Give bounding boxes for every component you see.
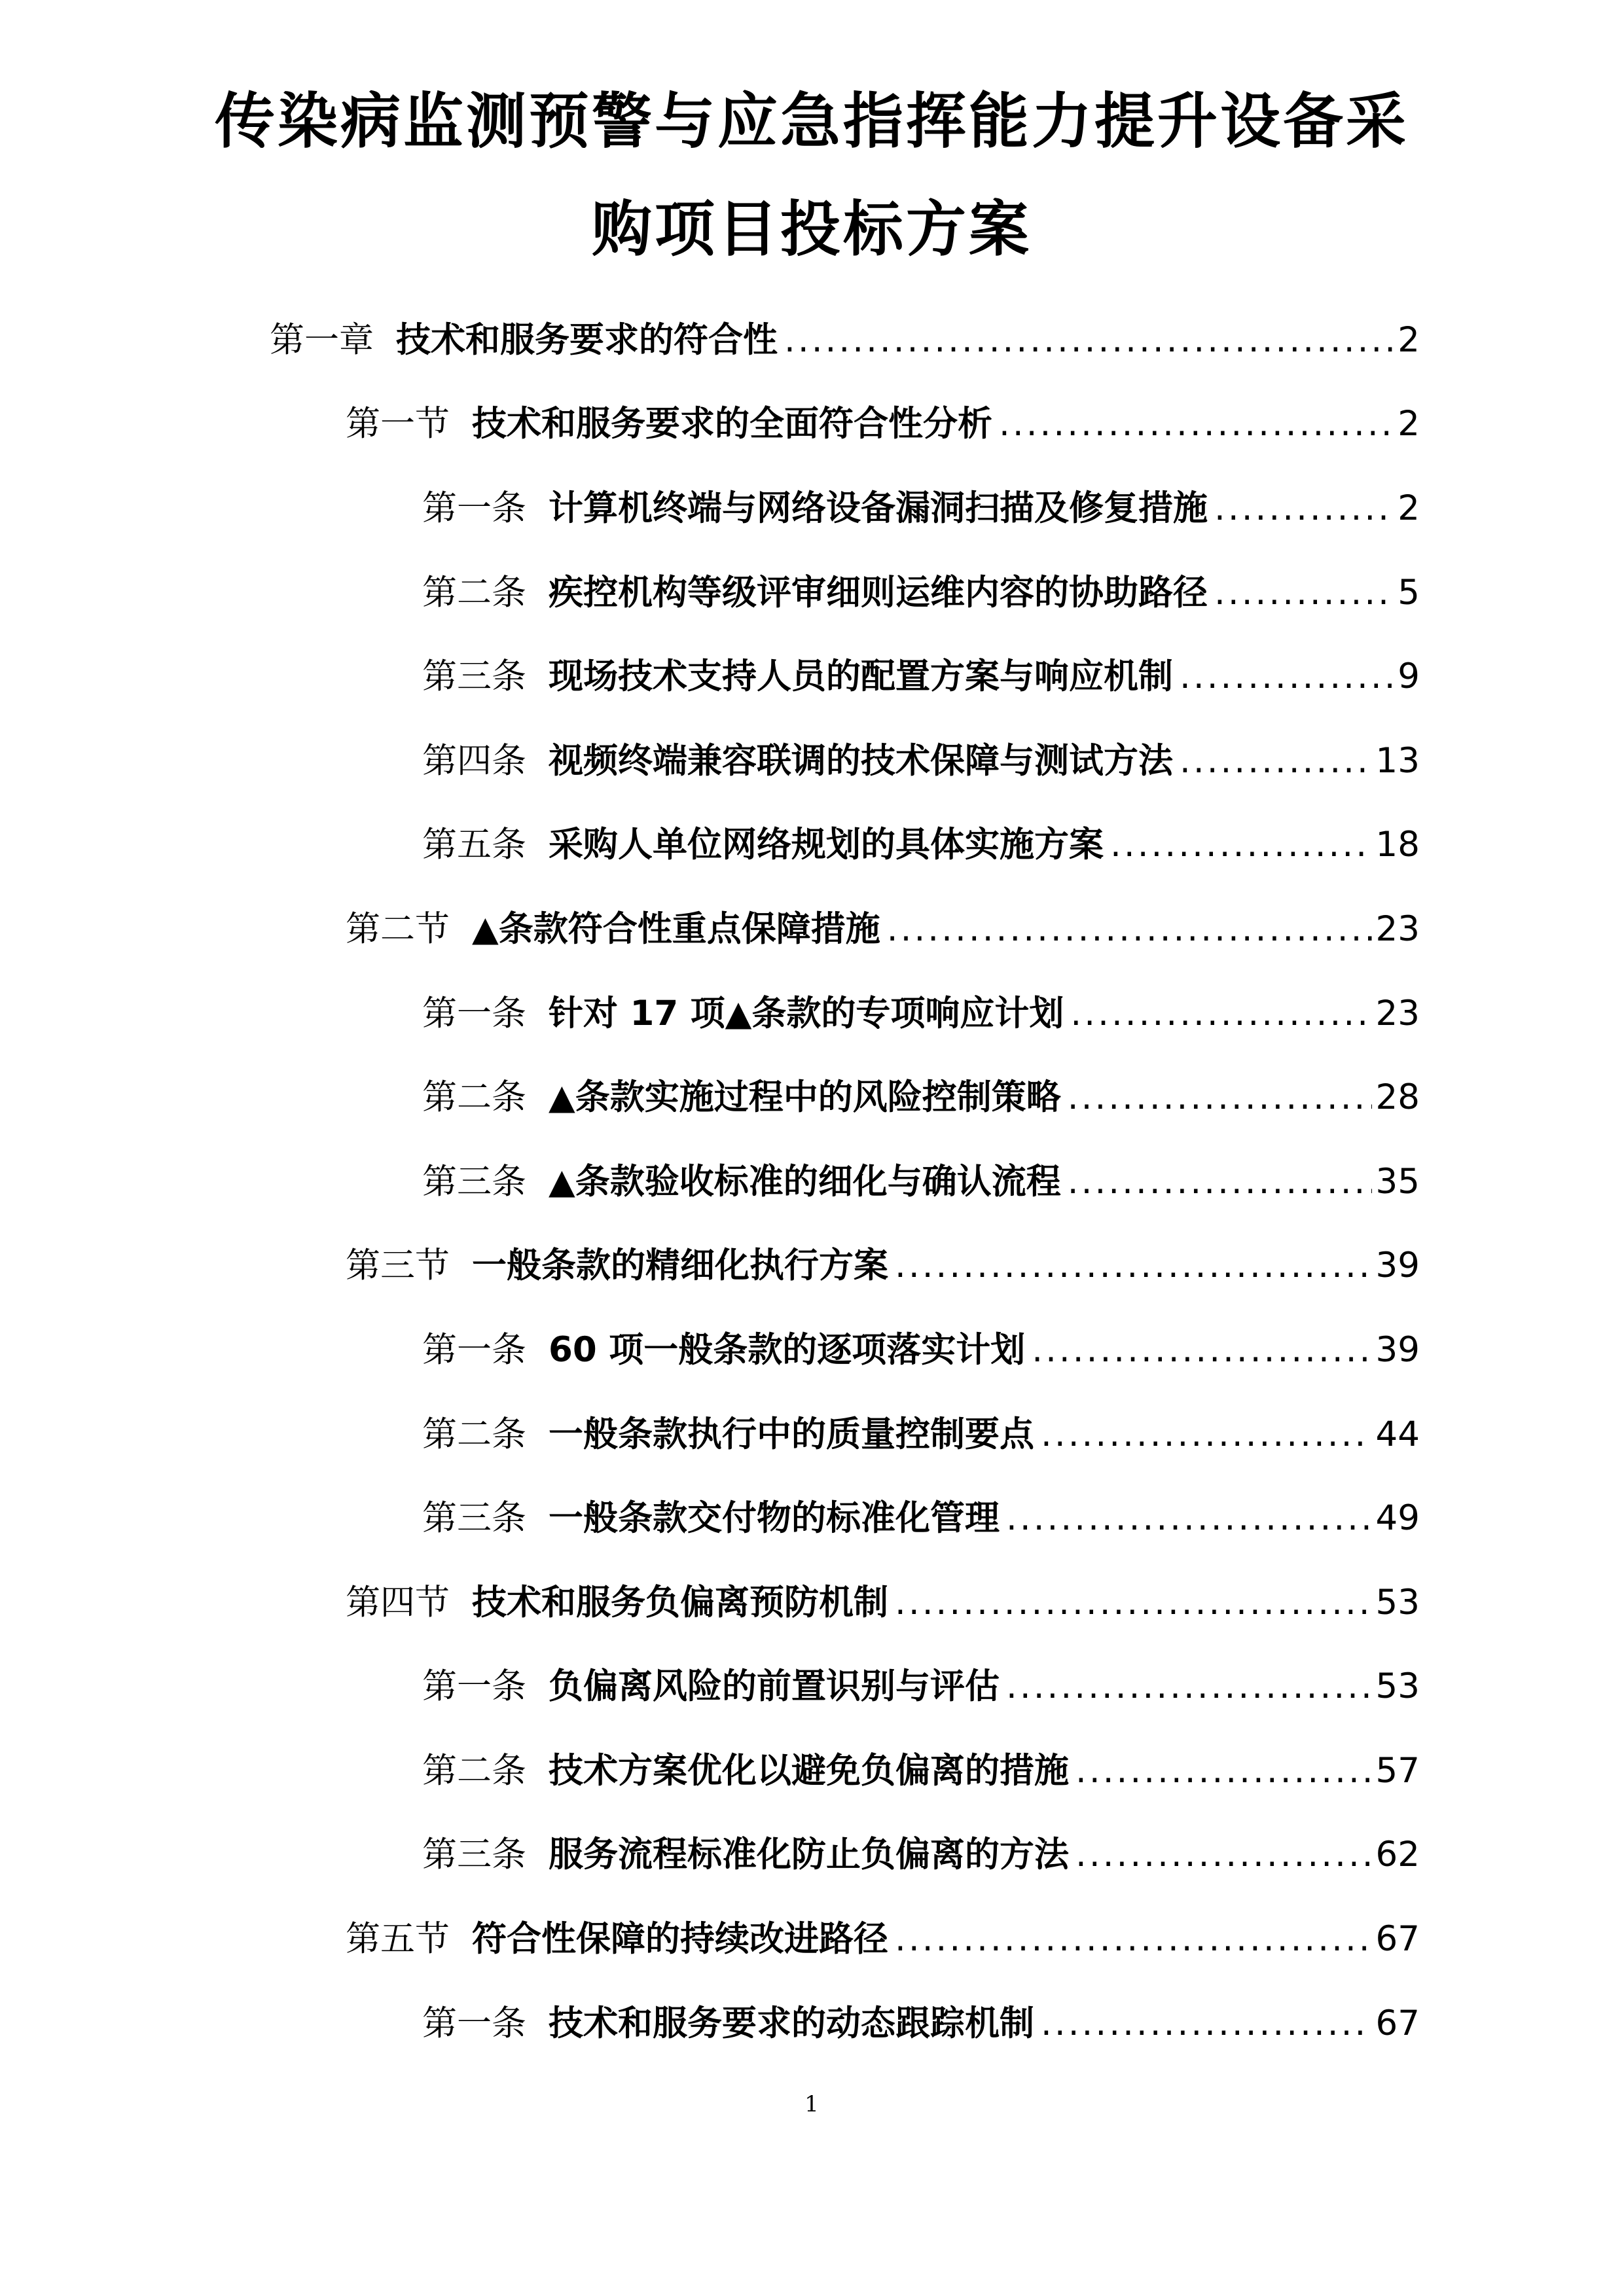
toc-entry-prefix: 第五节 [346, 1919, 450, 1959]
toc-entry-label: 计算机终端与网络设备漏洞扫描及修复措施 [549, 488, 1208, 528]
toc-entry-section-5[interactable] [346, 1913, 1420, 1965]
toc-leader-dots [1068, 1071, 1372, 1124]
toc-entry-chapter-1[interactable] [270, 314, 1420, 367]
toc-leader-dots [1041, 1408, 1372, 1461]
toc-leader-dots [999, 398, 1394, 450]
toc-leader-dots [1110, 819, 1372, 871]
toc-entry-label: 技术和服务负偏离预防机制 [472, 1583, 888, 1623]
toc-entry-article[interactable] [422, 567, 1420, 619]
toc-entry-page: 18 [1375, 825, 1420, 865]
toc-leader-dots [1075, 1829, 1372, 1881]
toc-entry-prefix: 第四节 [346, 1583, 450, 1623]
toc-leader-dots [1070, 988, 1371, 1040]
toc-entry-label: 采购人单位网络规划的具体实施方案 [549, 825, 1104, 865]
toc-leader-dots [1032, 1324, 1371, 1376]
toc-leader-dots [784, 314, 1394, 367]
toc-entry-page: 53 [1375, 1666, 1420, 1706]
toc-entry-page: 23 [1375, 909, 1420, 949]
toc-leader-dots [895, 1577, 1372, 1629]
toc-leader-dots [895, 1240, 1372, 1292]
toc-entry-page: 2 [1398, 488, 1420, 528]
toc-entry-prefix: 第二条 [422, 1077, 526, 1117]
toc-leader-dots [1041, 1998, 1372, 2050]
toc-entry-label: ▲条款验收标准的细化与确认流程 [549, 1162, 1061, 1202]
toc-entry-prefix: 第四条 [422, 741, 526, 781]
toc-entry-prefix: 第三条 [422, 1498, 526, 1538]
toc-entry-article[interactable] [422, 988, 1420, 1040]
toc-entry-prefix: 第三条 [422, 656, 526, 696]
toc-entry-page: 53 [1375, 1583, 1420, 1623]
toc-leader-dots [1075, 1745, 1372, 1797]
toc-entry-page: 67 [1375, 1919, 1420, 1959]
toc-entry-label: ▲条款符合性重点保障措施 [472, 909, 880, 949]
toc-entry-article[interactable] [422, 1998, 1420, 2050]
toc-entry-article[interactable] [422, 735, 1420, 787]
toc-entry-article[interactable] [422, 1324, 1420, 1376]
toc-leader-dots [1006, 1492, 1372, 1545]
toc-leader-dots [895, 1913, 1372, 1965]
toc-entry-section-1[interactable] [346, 398, 1420, 450]
toc-entry-prefix: 第三节 [346, 1246, 450, 1285]
toc-entry-page: 2 [1398, 404, 1420, 444]
toc-entry-label: 疾控机构等级评审细则运维内容的协助路径 [549, 573, 1208, 613]
toc-entry-label: 视频终端兼容联调的技术保障与测试方法 [549, 741, 1173, 781]
toc-entry-section-2[interactable] [346, 903, 1420, 956]
document-title-line-1: 传染病监测预警与应急指挥能力提升设备采 [214, 86, 1409, 156]
toc-entry-section-3[interactable] [346, 1240, 1420, 1292]
toc-entry-section-4[interactable] [346, 1577, 1420, 1629]
toc-entry-article[interactable] [422, 1745, 1420, 1797]
toc-entry-page: 39 [1375, 1330, 1420, 1370]
toc-leader-dots [1180, 735, 1372, 787]
toc-entry-prefix: 第二节 [346, 909, 450, 949]
toc-entry-article[interactable] [422, 819, 1420, 871]
document-title-line-2: 购项目投标方案 [591, 194, 1032, 264]
toc-entry-label: 技术和服务要求的符合性 [396, 320, 778, 360]
toc-leader-dots [1180, 651, 1394, 703]
toc-entry-article[interactable] [422, 1408, 1420, 1461]
toc-entry-page: 5 [1398, 573, 1420, 613]
toc-entry-page: 35 [1375, 1162, 1420, 1202]
toc-entry-page: 44 [1375, 1414, 1420, 1454]
toc-leader-dots [1214, 567, 1394, 619]
toc-entry-prefix: 第一条 [422, 1330, 526, 1370]
toc-entry-page: 28 [1375, 1077, 1420, 1117]
toc-entry-page: 13 [1375, 741, 1420, 781]
toc-entry-label: 技术和服务要求的动态跟踪机制 [549, 2003, 1034, 2043]
toc-entry-prefix: 第一条 [422, 488, 526, 528]
toc-entry-page: 57 [1375, 1751, 1420, 1791]
toc-entry-prefix: 第一条 [422, 2003, 526, 2043]
toc-entry-label: 现场技术支持人员的配置方案与响应机制 [549, 656, 1173, 696]
toc-entry-prefix: 第一条 [422, 994, 526, 1033]
toc-entry-prefix: 第一章 [270, 320, 374, 360]
toc-entry-label: ▲条款实施过程中的风险控制策略 [549, 1077, 1061, 1117]
toc-leader-dots [1214, 482, 1394, 535]
toc-entry-prefix: 第三条 [422, 1162, 526, 1202]
toc-entry-label: 符合性保障的持续改进路径 [472, 1919, 888, 1959]
toc-entry-article[interactable] [422, 1156, 1420, 1208]
toc-entry-page: 39 [1375, 1246, 1420, 1285]
toc-entry-article[interactable] [422, 651, 1420, 703]
toc-entry-page: 2 [1398, 320, 1420, 360]
toc-leader-dots [887, 903, 1372, 956]
toc-entry-page: 49 [1375, 1498, 1420, 1538]
toc-entry-label: 针对 17 项▲条款的专项响应计划 [549, 994, 1064, 1033]
toc-entry-page: 9 [1398, 656, 1420, 696]
toc-entry-label: 服务流程标准化防止负偏离的方法 [549, 1835, 1069, 1874]
toc-entry-prefix: 第二条 [422, 573, 526, 613]
toc-entry-page: 62 [1375, 1835, 1420, 1874]
toc-entry-label: 技术和服务要求的全面符合性分析 [472, 404, 992, 444]
toc-entry-prefix: 第五条 [422, 825, 526, 865]
toc-leader-dots [1006, 1660, 1372, 1713]
toc-entry-article[interactable] [422, 1492, 1420, 1545]
toc-entry-page: 23 [1375, 994, 1420, 1033]
toc-entry-label: 技术方案优化以避免负偏离的措施 [549, 1751, 1069, 1791]
toc-leader-dots [1068, 1156, 1372, 1208]
toc-entry-page: 67 [1375, 2003, 1420, 2043]
toc-entry-article[interactable] [422, 1071, 1420, 1124]
toc-entry-prefix: 第二条 [422, 1414, 526, 1454]
toc-entry-article[interactable] [422, 1829, 1420, 1881]
toc-entry-prefix: 第二条 [422, 1751, 526, 1791]
toc-entry-label: 一般条款交付物的标准化管理 [549, 1498, 1000, 1538]
toc-entry-prefix: 第三条 [422, 1835, 526, 1874]
toc-entry-label: 一般条款执行中的质量控制要点 [549, 1414, 1034, 1454]
page-number: 1 [804, 2091, 819, 2117]
toc-entry-label: 一般条款的精细化执行方案 [472, 1246, 888, 1285]
toc-entry-prefix: 第一条 [422, 1666, 526, 1706]
toc-entry-article[interactable] [422, 482, 1420, 535]
toc-entry-label: 60 项一般条款的逐项落实计划 [549, 1330, 1026, 1370]
toc-entry-article[interactable] [422, 1660, 1420, 1713]
toc-entry-prefix: 第一节 [346, 404, 450, 444]
toc-entry-label: 负偏离风险的前置识别与评估 [549, 1666, 1000, 1706]
